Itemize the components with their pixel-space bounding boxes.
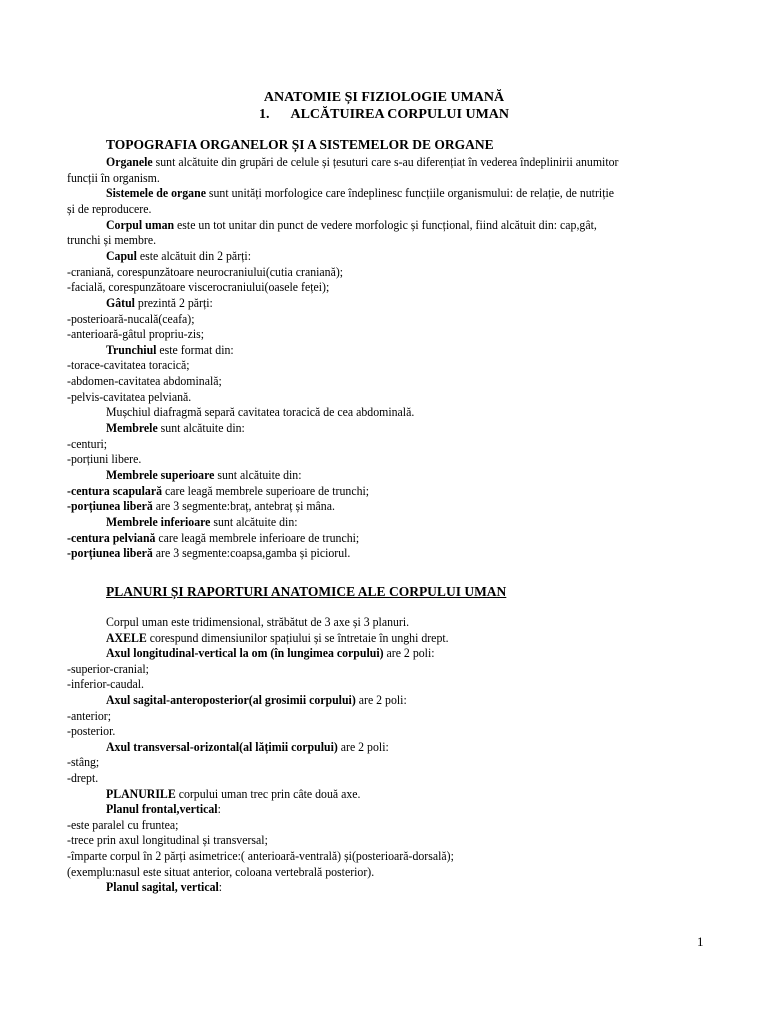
text-line xyxy=(67,265,343,280)
text-line xyxy=(106,631,449,646)
text-line xyxy=(67,531,359,546)
text-line xyxy=(106,802,221,817)
section-heading-topografia: TOPOGRAFIA ORGANELOR ȘI A SISTEMELOR DE ORGANE xyxy=(106,137,494,152)
text-line xyxy=(67,202,151,217)
bold-term: Planul frontal,vertical xyxy=(106,802,218,817)
text-line xyxy=(67,818,178,833)
text-line xyxy=(67,233,156,248)
bold-term: Axul transversal-orizontal(al lățimii corpului) xyxy=(106,739,338,754)
text-line xyxy=(67,499,335,514)
bold-term: -centura pelviană xyxy=(67,530,156,545)
line-text: sunt alcătuite din: xyxy=(157,421,245,436)
line-text: prezintă 2 părți: xyxy=(134,295,213,310)
line-text: care leagă membrele inferioare de trunchi; xyxy=(155,530,360,545)
line-text: -anterior; xyxy=(67,708,112,723)
line-text: Mușchiul diafragmă separă cavitatea toracică de cea abdominală. xyxy=(106,405,415,420)
text-line xyxy=(67,374,222,389)
text-line xyxy=(106,740,389,755)
text-line xyxy=(106,646,435,661)
line-text: -craniană, corespunzătoare neurocraniului(cutia craniană); xyxy=(67,264,344,279)
text-line xyxy=(106,186,614,201)
text-line xyxy=(67,709,111,724)
text-line xyxy=(67,755,99,770)
line-text: -superior-cranial; xyxy=(67,661,149,676)
line-text: -abdomen-cavitatea abdominală; xyxy=(67,374,222,389)
text-line xyxy=(106,249,251,264)
bold-term: Membrele inferioare xyxy=(106,514,211,529)
document-title: ANATOMIE ȘI FIZIOLOGIE UMANĂ xyxy=(263,90,505,105)
line-text: -anterioară-gâtul propriu-zis; xyxy=(67,327,205,342)
line-text: -torace-cavitatea toracică; xyxy=(67,358,190,373)
line-text: corespund dimensiunilor spațiului și se întretaie în unghi drept. xyxy=(146,630,449,645)
text-line xyxy=(67,327,204,342)
line-text: sunt alcătuite din: xyxy=(214,468,302,482)
text-line xyxy=(67,171,160,186)
text-line xyxy=(106,615,409,630)
line-text: funcții în organism. xyxy=(67,170,160,185)
text-line xyxy=(67,390,191,405)
bold-term: Capul xyxy=(106,248,137,263)
bold-term: -centura scapulară xyxy=(67,483,163,498)
line-text: -inferior-caudal. xyxy=(67,677,145,692)
text-line xyxy=(106,218,597,233)
text-line xyxy=(67,358,190,373)
bold-term: Axul longitudinal-vertical la om (în lungimea corpului) xyxy=(106,646,384,661)
text-line xyxy=(67,849,454,864)
chapter-title xyxy=(0,107,768,123)
line-text: este un tot unitar din punct de vedere morfologic și funcțional, fiind alcătuit din: cap,gât, xyxy=(174,217,597,232)
bold-term: -porțiunea liberă xyxy=(67,499,153,514)
line-text: -pelvis-cavitatea pelviană. xyxy=(67,389,192,404)
line-text: (exemplu:nasul este situat anterior, coloana vertebrală posterior). xyxy=(67,864,375,879)
line-text: are 2 poli: xyxy=(383,646,435,661)
line-text: -împarte corpul în 2 părți asimetrice:( anterioară-ventrală) și(posterioară-dorsală); xyxy=(67,849,454,863)
line-text: sunt alcătuite din grupări de celule și țesuturi care s-au diferențiat în vederea îndeplinirii anumitor xyxy=(152,155,619,169)
bold-term: Gâtul xyxy=(106,295,135,310)
bold-term: Planul sagital, vertical xyxy=(106,880,219,895)
line-text: trunchi și membre. xyxy=(67,233,157,248)
text-line xyxy=(106,468,302,483)
line-text: : xyxy=(218,880,223,895)
section-heading-planuri: PLANURI ȘI RAPORTURI ANATOMICE ALE CORPULUI UMAN xyxy=(106,584,507,599)
text-line xyxy=(67,484,369,499)
text-line xyxy=(67,677,144,692)
bold-term: Sistemele de organe xyxy=(106,186,206,201)
line-text: corpului uman trec prin câte două axe. xyxy=(175,786,361,801)
line-text: -este paralel cu fruntea; xyxy=(67,817,179,832)
text-line xyxy=(67,865,374,880)
text-line xyxy=(106,693,407,708)
text-line xyxy=(106,515,298,530)
text-line xyxy=(67,771,98,786)
text-line xyxy=(106,405,414,420)
line-text: -posterior. xyxy=(67,724,116,739)
bold-term: Axul sagital-anteroposterior(al grosimii corpului) xyxy=(106,693,356,707)
line-text: are 3 segmente:braț, antebraț și mâna. xyxy=(152,499,335,514)
bold-term: Organele xyxy=(106,155,153,169)
text-line xyxy=(67,452,141,467)
line-text: -centuri; xyxy=(67,436,108,451)
line-text: are 3 segmente:coapsa,gamba și piciorul. xyxy=(152,546,351,561)
line-text: -drept. xyxy=(67,771,99,785)
line-text: -porțiuni libere. xyxy=(67,452,142,467)
line-text: este alcătuit din 2 părți: xyxy=(136,248,252,263)
bold-term: Trunchiul xyxy=(106,342,157,357)
line-text: -stâng; xyxy=(67,755,100,770)
line-text: -posterioară-nucală(ceafa); xyxy=(67,311,195,326)
line-text: : xyxy=(217,802,221,817)
bold-term: Corpul uman xyxy=(106,217,175,232)
line-text: Corpul uman este tridimensional, străbătut de 3 axe și 3 planuri. xyxy=(106,615,410,629)
text-line xyxy=(67,312,195,327)
line-text: -facială, corespunzătoare viscerocraniului(oasele feței); xyxy=(67,280,330,295)
line-text: sunt alcătuite din: xyxy=(210,514,298,529)
text-line xyxy=(67,437,107,452)
bold-term: Membrele xyxy=(106,421,158,436)
bold-term: AXELE xyxy=(106,630,147,645)
line-text: -trece prin axul longitudinal și transversal; xyxy=(67,833,268,848)
chapter-number: 1. xyxy=(258,107,270,122)
bold-term: PLANURILE xyxy=(106,786,176,801)
bold-term: -porțiunea liberă xyxy=(67,546,153,561)
page-number: 1 xyxy=(697,934,704,949)
text-line xyxy=(106,787,360,802)
line-text: are 2 poli: xyxy=(337,739,389,754)
line-text: care leagă membrele superioare de trunchi; xyxy=(162,483,370,498)
line-text: sunt unități morfologice care îndeplinesc funcțiile organismului: de relație, de nutriție xyxy=(205,186,615,201)
text-line xyxy=(106,343,234,358)
text-line xyxy=(67,833,268,848)
text-line xyxy=(67,280,329,295)
text-line xyxy=(67,662,149,677)
text-line xyxy=(106,155,618,170)
text-line xyxy=(106,880,222,895)
bold-term: Membrele superioare xyxy=(106,468,215,482)
text-line xyxy=(67,546,350,561)
line-text: are 2 poli: xyxy=(355,693,407,707)
chapter-name: ALCĂTUIREA CORPULUI UMAN xyxy=(290,107,510,122)
text-line xyxy=(106,296,213,311)
text-line xyxy=(67,724,115,739)
line-text: este format din: xyxy=(156,342,234,357)
text-line xyxy=(106,421,245,436)
line-text: și de reproducere. xyxy=(67,201,152,216)
